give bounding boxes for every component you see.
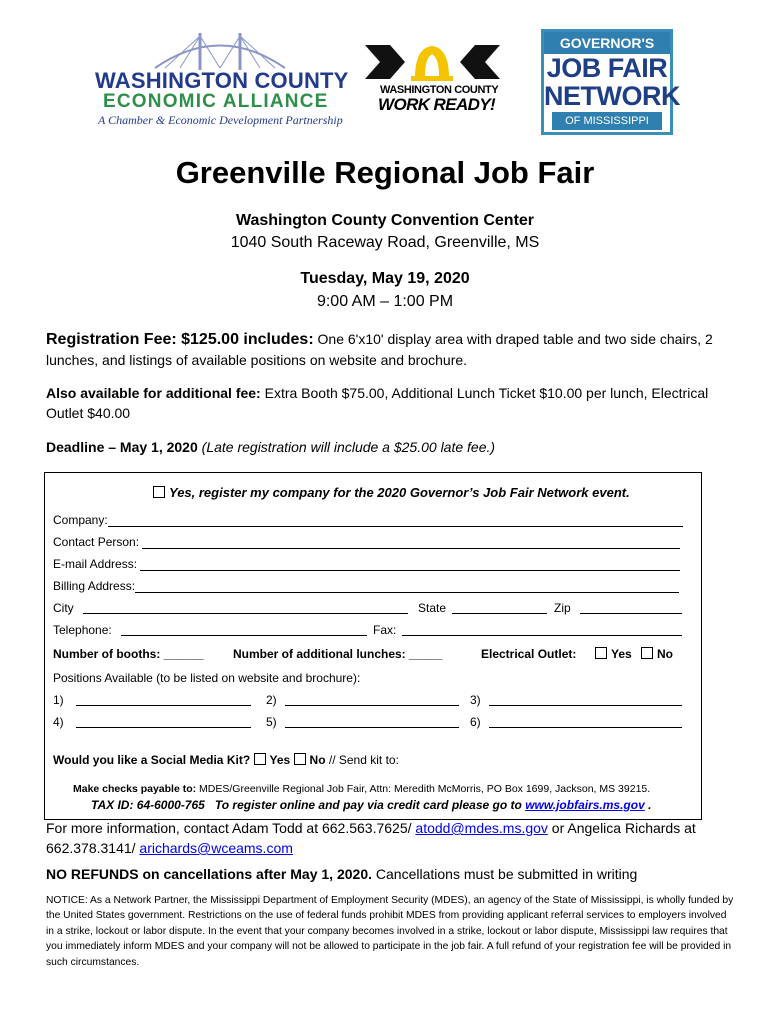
- lunches-field[interactable]: Number of additional lunches: _____: [233, 647, 443, 661]
- fee-text: One 6'x10' display area with draped table and two side chairs, 2 lunches, and listings of available positions on website and brochure.: [46, 331, 713, 368]
- company-label: Company:: [53, 513, 108, 527]
- wcea-line2: ECONOMIC ALLIANCE: [103, 91, 329, 112]
- checks-row: [73, 783, 650, 795]
- wcea-line3: A Chamber & Economic Development Partnership: [98, 113, 343, 127]
- tax-id: TAX ID: 64-6000-765: [91, 798, 205, 812]
- social-no-label: No: [309, 753, 326, 767]
- zip-label: Zip: [554, 601, 571, 615]
- additional-label: Also available for additional fee:: [46, 385, 261, 401]
- telephone-label: Telephone:: [53, 623, 112, 637]
- telephone-field[interactable]: [121, 623, 367, 636]
- online-end: .: [644, 798, 652, 812]
- state-field[interactable]: [452, 601, 547, 614]
- email-row: [53, 557, 680, 571]
- refunds-paragraph: [46, 864, 736, 884]
- social-tail: // Send kit to:: [325, 753, 399, 767]
- registration-form: [44, 472, 702, 820]
- position-4-label: 4): [53, 715, 64, 729]
- work-ready-line1: WASHINGTON COUNTY: [380, 84, 499, 96]
- register-row: [153, 485, 630, 500]
- city-field[interactable]: [83, 601, 408, 614]
- outlet-yes[interactable]: [595, 647, 632, 661]
- deadline-paragraph: [46, 437, 736, 457]
- company-field[interactable]: [108, 514, 683, 527]
- email-label: E-mail Address:: [53, 557, 138, 571]
- position-6-label: 6): [470, 715, 481, 729]
- event-date: Tuesday, May 19, 2020: [300, 270, 470, 287]
- page-title: Greenville Regional Job Fair: [175, 155, 595, 190]
- social-question: Would you like a Social Media Kit?: [53, 753, 251, 767]
- billing-field[interactable]: [135, 580, 679, 593]
- position-1-label: 1): [53, 693, 64, 707]
- register-label: Yes, register my company for the 2020 Governor’s Job Fair Network event.: [169, 485, 630, 500]
- event-time: 9:00 AM – 1:00 PM: [316, 293, 454, 310]
- wcea-line1: WASHINGTON COUNTY: [95, 68, 349, 93]
- atodd-email-link[interactable]: atodd@mdes.ms.gov: [415, 820, 548, 836]
- contact-row: [53, 535, 680, 549]
- outlet-no-label: No: [657, 647, 673, 661]
- outlet-yes-checkbox[interactable]: [595, 647, 607, 659]
- position-3-field[interactable]: [489, 693, 682, 706]
- online-text: To register online and pay via credit card please go to: [214, 798, 522, 812]
- refunds-label: NO REFUNDS on cancellations after May 1, 2020.: [46, 866, 372, 882]
- address: 1040 South Raceway Road, Greenville, MS: [230, 234, 540, 251]
- position-5-field[interactable]: [285, 715, 459, 728]
- social-row: [53, 753, 399, 767]
- work-ready-logo: [365, 40, 500, 120]
- venue: Washington County Convention Center: [235, 212, 535, 229]
- outlet-no-checkbox[interactable]: [641, 647, 653, 659]
- jobfairs-link[interactable]: www.jobfairs.ms.gov: [525, 798, 645, 812]
- positions-label: Positions Available (to be listed on website and brochure):: [53, 671, 361, 685]
- social-no-checkbox[interactable]: [294, 753, 306, 765]
- fax-label: Fax:: [373, 623, 397, 637]
- arichards-email-link[interactable]: arichards@wceams.com: [139, 840, 293, 856]
- additional-text: Extra Booth $75.00, Additional Lunch Ticket $10.00 per lunch, Electrical Outlet $40.00: [46, 385, 709, 421]
- online-row: [91, 798, 651, 812]
- email-field[interactable]: [140, 558, 680, 571]
- notice-paragraph: NOTICE: As a Network Partner, the Mississippi Department of Employment Security (MDES), an agency of the State of Mississippi, is wholly funded by the United States government. Restrictions on the use of federal funds prohibit MDES from providing applicant referral services to employers involved in a strike, lockout or labor dispute. In the event that your company becomes involved in a strike, lockout or labor dispute, Mississippi law requires that you immediately inform MDES and your company will not be allowed to participate in the job fair. A full refund of your registration fee will be provided in such circumstances.: [46, 895, 734, 968]
- gjfn-line4: OF MISSISSIPPI: [552, 112, 662, 130]
- checks-text: MDES/Greenville Regional Job Fair, Attn: Meredith McMorris, PO Box 1699, Jackson, MS 39215.: [196, 783, 651, 795]
- register-checkbox[interactable]: [153, 486, 165, 498]
- outlet-label: Electrical Outlet:: [481, 647, 577, 661]
- position-4-field[interactable]: [76, 715, 251, 728]
- fee-paragraph: [46, 329, 736, 370]
- booths-field[interactable]: Number of booths: ______: [53, 647, 204, 661]
- gjfn-line2: JOB FAIR: [546, 53, 668, 83]
- position-6-field[interactable]: [489, 715, 682, 728]
- gjfn-logo: [541, 29, 680, 135]
- state-label: State: [418, 601, 447, 615]
- additional-paragraph: [46, 383, 736, 423]
- contact-text2: or Angelica Richards at: [547, 820, 696, 836]
- deadline-note: (Late registration will include a $25.00 late fee.): [197, 439, 496, 455]
- social-yes-checkbox[interactable]: [254, 753, 266, 765]
- refunds-text: Cancellations must be submitted in writing: [372, 866, 638, 882]
- gjfn-line1: GOVERNOR'S: [544, 32, 670, 54]
- city-label: City: [53, 601, 74, 615]
- social-yes-label: Yes: [269, 753, 291, 767]
- position-3-label: 3): [470, 693, 481, 707]
- contact-field[interactable]: [142, 536, 680, 549]
- contact-text1: For more information, contact Adam Todd at 662.563.7625/: [46, 820, 416, 836]
- work-ready-emblem-icon: [365, 40, 500, 85]
- position-1-field[interactable]: [76, 693, 251, 706]
- position-2-label: 2): [266, 693, 277, 707]
- checks-label: Make checks payable to:: [73, 783, 197, 795]
- position-5-label: 5): [266, 715, 277, 729]
- fax-field[interactable]: [402, 623, 682, 636]
- contact-paragraph: [46, 818, 736, 858]
- outlet-no[interactable]: [641, 647, 673, 661]
- contact-text3: 662.378.3141/: [46, 840, 140, 856]
- gjfn-line3: NETWORK: [544, 81, 680, 111]
- wcea-logo: [95, 28, 349, 128]
- deadline-label: Deadline – May 1, 2020: [46, 439, 198, 455]
- work-ready-line2: WORK READY!: [378, 95, 496, 114]
- billing-label: Billing Address:: [53, 579, 136, 593]
- contact-label: Contact Person:: [53, 535, 140, 549]
- position-2-field[interactable]: [285, 693, 459, 706]
- fee-label: Registration Fee: $125.00 includes:: [46, 331, 314, 348]
- billing-row: [53, 579, 679, 593]
- outlet-yes-label: Yes: [611, 647, 632, 661]
- zip-field[interactable]: [580, 601, 682, 614]
- company-row: [53, 513, 683, 527]
